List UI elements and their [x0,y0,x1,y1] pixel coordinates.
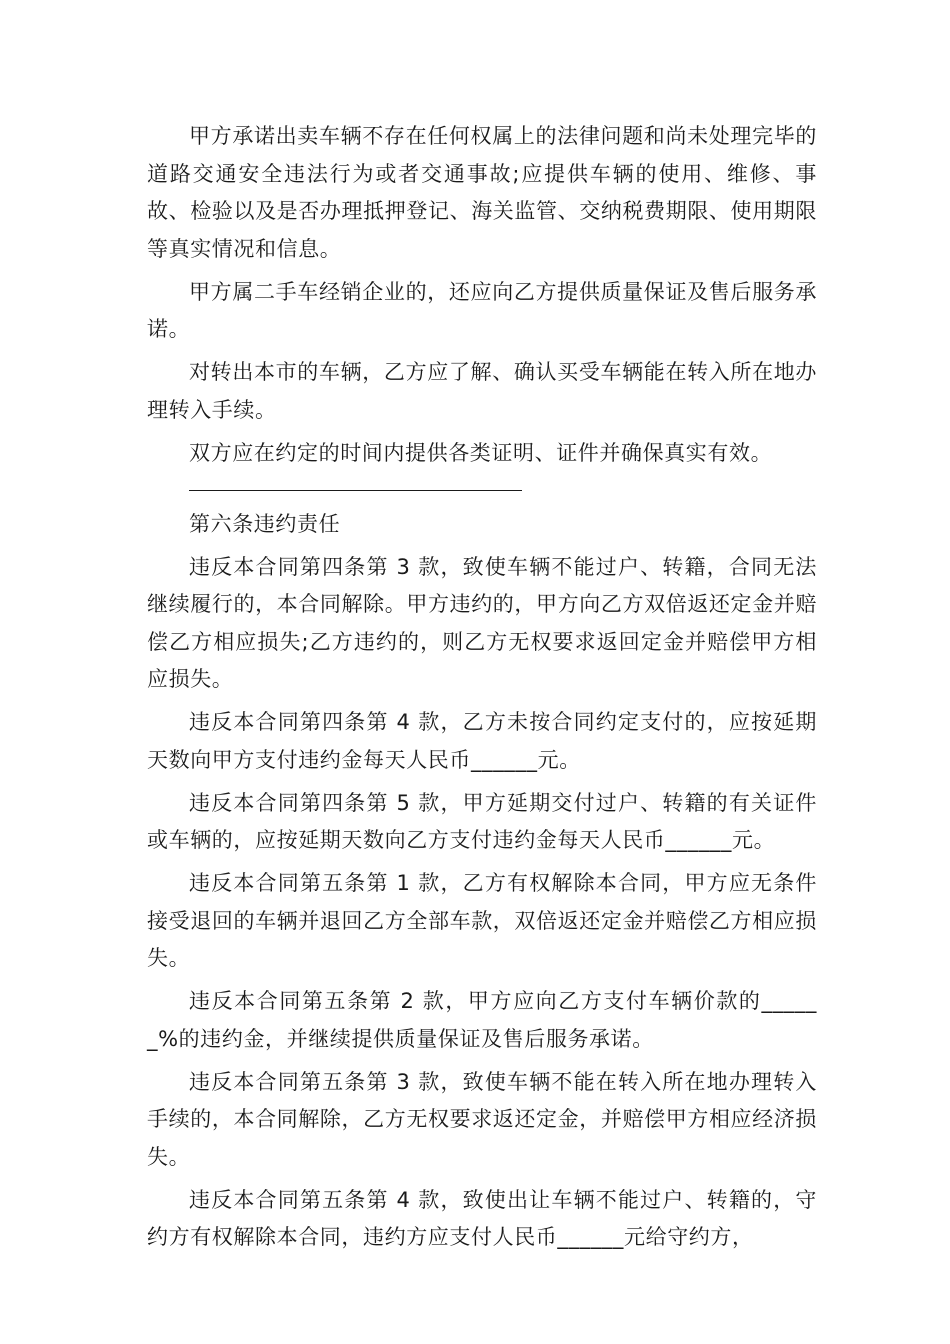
paragraph-breach-4-3: 违反本合同第四条第 3 款，致使车辆不能过户、转籍，合同无法继续履行的，本合同解除。甲方违约的，甲方向乙方双倍返还定金并赔偿乙方相应损失;乙方违约的，则乙方无权要求返回定金并赔偿甲方相应损失。 [147,554,817,691]
paragraph-breach-5-4: 违反本合同第五条第 4 款，致使出让车辆不能过户、转籍的，守约方有权解除本合同，违约方应支付人民币______元给守约方， [147,1187,817,1249]
paragraph-breach-5-3: 违反本合同第五条第 3 款，致使车辆不能在转入所在地办理转入手续的，本合同解除，乙方无权要求返还定金，并赔偿甲方相应经济损失。 [147,1069,817,1169]
document-body [147,118,817,1262]
separator-line [189,490,522,491]
paragraph-dealer-warranty: 甲方属二手车经销企业的，还应向乙方提供质量保证及售后服务承诺。 [147,279,817,341]
paragraph-transfer-out: 对转出本市的车辆，乙方应了解、确认买受车辆能在转入所在地办理转入手续。 [147,360,817,422]
paragraph-breach-5-2: 违反本合同第五条第 2 款，甲方应向乙方支付车辆价款的______%的违约金，并继续提供质量保证及售后服务承诺。 [147,989,817,1051]
paragraph-breach-5-1: 违反本合同第五条第 1 款，乙方有权解除本合同，甲方应无条件接受退回的车辆并退回乙方全部车款，双倍返还定金并赔偿乙方相应损失。 [147,871,817,970]
separator-line-wrap [147,478,817,506]
paragraph-seller-commitment: 甲方承诺出卖车辆不存在任何权属上的法律问题和尚未处理完毕的道路交通安全违法行为或者交通事故;应提供车辆的使用、维修、事故、检验以及是否办理抵押登记、海关监管、交纳税费期限、使用期限等真实情况和信息。 [147,124,817,261]
paragraph-breach-4-4: 违反本合同第四条第 4 款，乙方未按合同约定支付的，应按延期天数向甲方支付违约金每天人民币______元。 [147,710,817,772]
section-title: 第六条违约责任 [189,511,341,536]
paragraph-documents: 双方应在约定的时间内提供各类证明、证件并确保真实有效。 [189,440,773,465]
paragraph-breach-4-5: 违反本合同第四条第 5 款，甲方延期交付过户、转籍的有关证件或车辆的，应按延期天数向乙方支付违约金每天人民币______元。 [147,790,817,852]
